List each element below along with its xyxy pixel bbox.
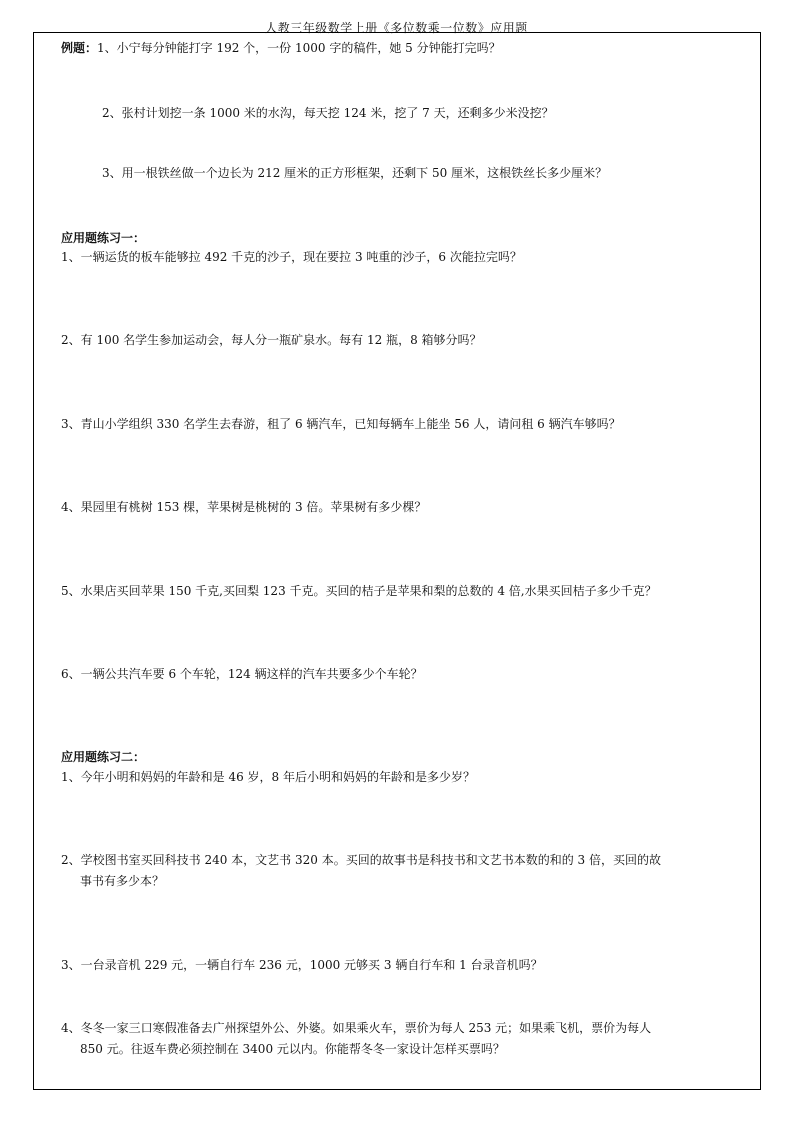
practice2-q2-line2: 事书有多少本？ <box>80 874 165 888</box>
practice2-q2-line1: 2、学校图书室买回科技书 240 本，文艺书 320 本。买回的故事书是科技书和文艺书本数的和的 3 倍，买回的故 <box>61 853 661 867</box>
example-q3: 3、用一根铁丝做一个边长为 212 厘米的正方形框架，还剩下 50 厘米，这根铁丝长多少厘米？ <box>102 166 608 180</box>
practice2-q4-line1: 4、冬冬一家三口寒假准备去广州探望外公、外婆。如果乘火车，票价为每人 253 元；如果乘飞机，票价为每人 <box>61 1021 652 1035</box>
practice1-q6: 6、一辆公共汽车要 6 个车轮，124 辆这样的汽车共要多少个车轮？ <box>61 667 423 681</box>
page-header: 人教三年级数学上册《多位数乘一位数》应用题 <box>265 21 528 35</box>
practice1-title: 应用题练习一： <box>61 231 146 245</box>
practice2-q3: 3、一台录音机 229 元，一辆自行车 236 元，1000 元够买 3 辆自行车和 1 台录音机吗？ <box>61 958 543 972</box>
practice1-q3: 3、青山小学组织 330 名学生去春游，租了 6 辆汽车，已知每辆车上能坐 56 人，请问租 6 辆汽车够吗？ <box>61 417 621 431</box>
practice2-title: 应用题练习二： <box>61 750 146 764</box>
example-q1 <box>61 39 501 57</box>
example-q1-text: 1、小宁每分钟能打字 192 个，一份 1000 字的稿件，她 5 分钟能打完吗？ <box>97 41 501 55</box>
practice1-q1: 1、一辆运货的板车能够拉 492 千克的沙子，现在要拉 3 吨重的沙子，6 次能拉完吗？ <box>61 250 522 264</box>
practice1-q4: 4、果园里有桃树 153 棵，苹果树是桃树的 3 倍。苹果树有多少棵？ <box>61 500 427 514</box>
practice1-q5: 5、水果店买回苹果 150 千克,买回梨 123 千克。买回的桔子是苹果和梨的总数的 4 倍,水果买回桔子多少千克？ <box>61 584 657 598</box>
practice2-q1: 1、今年小明和妈妈的年龄和是 46 岁，8 年后小明和妈妈的年龄和是多少岁？ <box>61 770 475 784</box>
practice2-q4-line2: 850 元。往返车费必须控制在 3400 元以内。你能帮冬冬一家设计怎样买票吗？ <box>80 1042 505 1056</box>
example-q2: 2、张村计划挖一条 1000 米的水沟，每天挖 124 米，挖了 7 天，还剩多少米没挖？ <box>102 106 554 120</box>
content-frame <box>33 32 761 1090</box>
practice1-q2: 2、有 100 名学生参加运动会，每人分一瓶矿泉水。每有 12 瓶，8 箱够分吗？ <box>61 333 482 347</box>
example-label: 例题： <box>61 41 98 55</box>
